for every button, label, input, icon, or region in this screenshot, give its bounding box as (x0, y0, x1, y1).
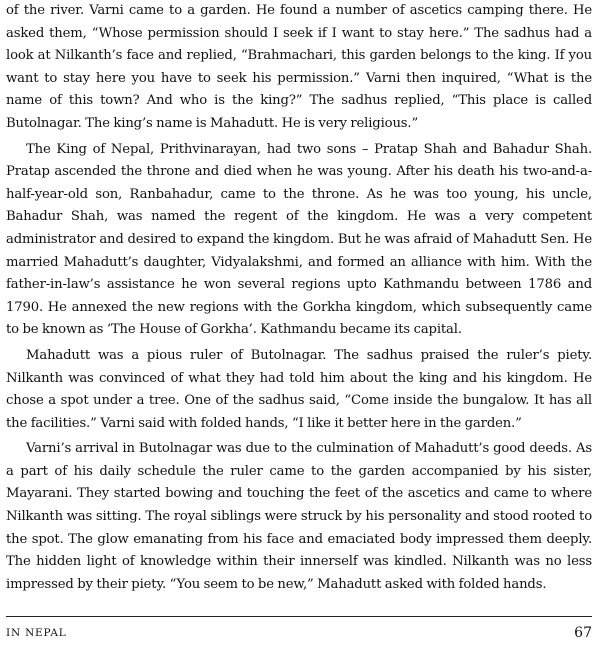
footer-divider (6, 616, 592, 617)
paragraph-varni-arrival: Varni’s arrival in Butolnagar was due to the culmination of Mahadutt’s good deeds. As a part of his daily schedule the ruler came to the garden accompanied by his sister, Mayarani. They started bowing and touching the feet of the ascetics and came to where Nilkanth was sitting. The royal siblings were struck by his personality and stood rooted to the spot. The glow emanating from his face and emaciated body impressed them deeply. The hidden light of knowledge within their innerself was kindled. Nilkanth was no less impressed by their piety. “You seem to be new,” Mahadutt asked with folded hands. (6, 441, 592, 592)
running-head: IN NEPAL (6, 627, 67, 639)
page-number: 67 (574, 625, 592, 641)
page-body (6, 0, 592, 596)
paragraph-king-of-nepal: The King of Nepal, Prithvinarayan, had two sons – Pratap Shah and Bahadur Shah. Pratap ascended the throne and died when he was young. After his death his two-and-a-half-year-old son, Ranbahadur, came to the throne. As he was too young, his uncle, Bahadur Shah, was named the regent of the kingdom. He was a very competent administrator and desired to expand the kingdom. But he was afraid of Mahadutt Sen. He married Mahadutt’s daughter, Vidyalakshmi, and formed an alliance with him. With the father-in-law’s assistance he won several regions upto Kathmandu between 1786 and 1790. He annexed the new regions with the Gorkha kingdom, which subsequently came to be known as ‘The House of Gorkha’. Kathmandu became its capital. (6, 141, 592, 338)
page-footer (6, 622, 592, 644)
paragraph-continuation: of the river. Varni came to a garden. He found a number of ascetics camping there. He asked them, “Whose permission should I seek if I want to stay here.” The sadhus had a look at Nilkanth’s face and replied, “Brahmachari, this garden belongs to the king. If you want to stay here you have to seek his permission.” Varni then inquired, “What is the name of this town? And who is the king?” The sadhus replied, “This place is called Butolnagar. The king’s name is Mahadutt. He is very religious.” (6, 3, 592, 131)
paragraph-mahadutt-pious-ruler: Mahadutt was a pious ruler of Butolnagar. The sadhus praised the ruler’s piety. Nilkanth was convinced of what they had told him about the king and his kingdom. He chose a spot under a tree. One of the sadhus said, “Come inside the bungalow. It has all the facilities.” Varni said with folded hands, “I like it better here in the garden.” (6, 347, 592, 431)
